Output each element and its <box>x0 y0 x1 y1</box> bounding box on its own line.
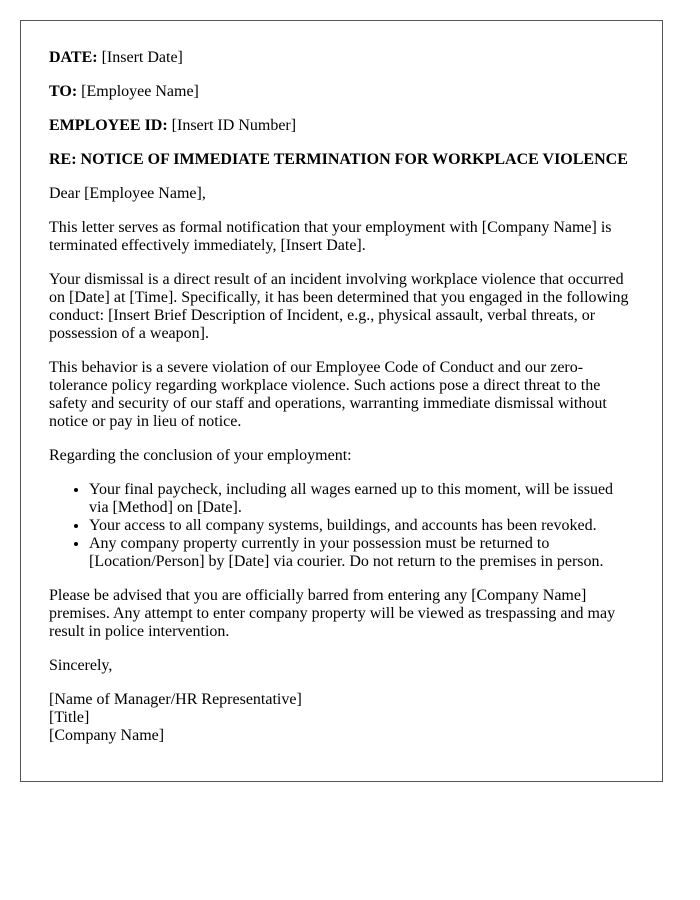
list-item: • Your final paycheck, including all wages earned up to this moment, will be issued via [Method] on [Date]. <box>89 481 634 517</box>
signer-title: [Title] <box>49 709 90 726</box>
paragraph-conclusion-intro: Regarding the conclusion of your employment: <box>49 447 352 464</box>
employee-id-line: EMPLOYEE ID: [Insert ID Number] <box>49 117 297 134</box>
salutation: Dear [Employee Name], <box>49 185 206 202</box>
date-line: DATE: [Insert Date] <box>49 49 183 66</box>
to-line: TO: [Employee Name] <box>49 83 199 100</box>
subject-line: RE: NOTICE OF IMMEDIATE TERMINATION FOR WORKPLACE VIOLENCE <box>49 151 628 168</box>
paragraph-notification: This letter serves as formal notification that your employment with [Company Name] is terminated effectively immediately, [Insert Date]. <box>49 219 612 254</box>
conclusion-list <box>49 481 634 571</box>
list-item: • Your access to all company systems, buildings, and accounts has been revoked. <box>89 517 634 535</box>
signer-company: [Company Name] <box>49 727 165 744</box>
closing: Sincerely, <box>49 657 113 674</box>
list-item: • Any company property currently in your possession must be returned to [Location/Person] by [Date] via courier. Do not return to the premises in person. <box>89 535 634 571</box>
signer-name: [Name of Manager/HR Representative] <box>49 691 302 708</box>
paragraph-barred: Please be advised that you are officially barred from entering any [Company Name] premises. Any attempt to enter company property will be viewed as trespassing and may result in police intervention. <box>49 587 616 640</box>
termination-letter <box>20 20 663 782</box>
signature-block <box>49 691 634 745</box>
paragraph-incident: Your dismissal is a direct result of an incident involving workplace violence that occurred on [Date] at [Time]. Specifically, it has been determined that you engaged in the following conduct: [Insert Brief Description of Incident, e.g., physical assault, verbal threats, or possession of a weapon]. <box>49 271 629 342</box>
paragraph-policy: This behavior is a severe violation of our Employee Code of Conduct and our zero-tolerance policy regarding workplace violence. Such actions pose a direct threat to the safety and security of our staff and operations, warranting immediate dismissal without notice or pay in lieu of notice. <box>49 359 607 430</box>
